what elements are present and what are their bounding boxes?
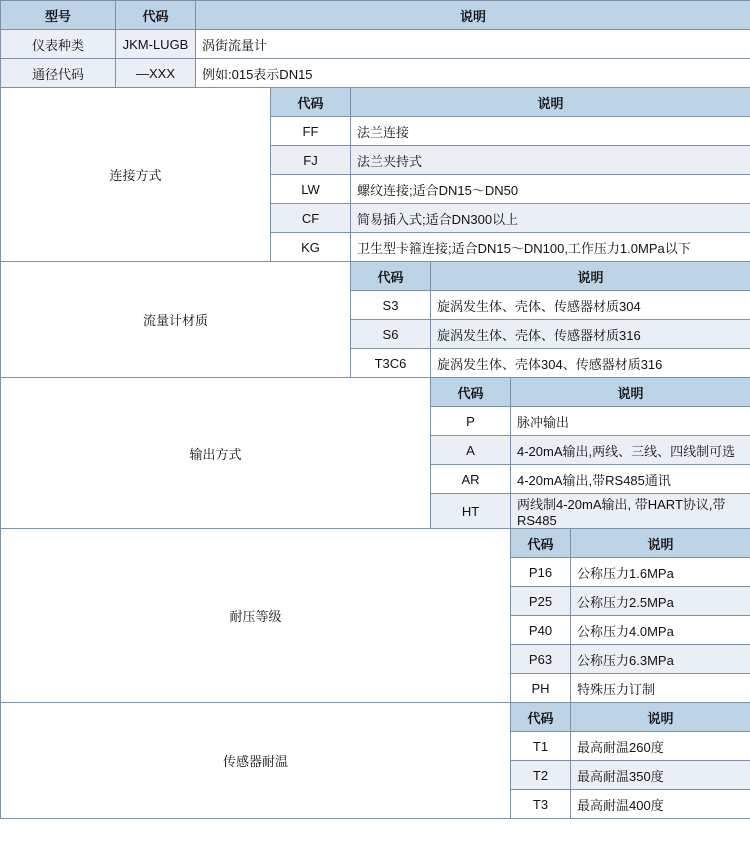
item-code: P40 [511, 616, 571, 645]
table-header-row [1, 1, 750, 30]
section-label-0: 连接方式 [1, 88, 271, 262]
item-desc: 4-20mA输出,带RS485通讯 [511, 465, 750, 494]
item-desc: 公称压力1.6MPa [571, 558, 750, 587]
row-label: 仪表种类 [1, 30, 116, 59]
row-code: —XXX [116, 59, 196, 88]
section-subheader-desc: 说明 [351, 88, 750, 117]
section-subheader-code: 代码 [271, 88, 351, 117]
item-code: T2 [511, 761, 571, 790]
section-subheader-code: 代码 [511, 529, 571, 558]
item-desc: 卫生型卡箍连接;适合DN15～DN100,工作压力1.0MPa以下 [351, 233, 750, 262]
item-desc: 脉冲输出 [511, 407, 750, 436]
item-code: HT [431, 494, 511, 529]
table-row [1, 59, 750, 88]
item-code: LW [271, 175, 351, 204]
item-code: KG [271, 233, 351, 262]
item-code: T3 [511, 790, 571, 819]
item-code: FF [271, 117, 351, 146]
section-label-3: 耐压等级 [1, 529, 511, 703]
header-code: 代码 [116, 1, 196, 30]
section-subheader-desc: 说明 [571, 703, 750, 732]
item-desc: 4-20mA输出,两线、三线、四线制可选 [511, 436, 750, 465]
item-desc: 法兰夹持式 [351, 146, 750, 175]
section-label-1: 流量计材质 [1, 262, 351, 378]
item-desc: 简易插入式;适合DN300以上 [351, 204, 750, 233]
row-code: JKM-LUGB [116, 30, 196, 59]
item-code: T3C6 [351, 349, 431, 378]
item-desc: 最高耐温400度 [571, 790, 750, 819]
item-desc: 特殊压力订制 [571, 674, 750, 703]
item-code: AR [431, 465, 511, 494]
section-subheader-desc: 说明 [511, 378, 750, 407]
item-desc: 螺纹连接;适合DN15～DN50 [351, 175, 750, 204]
item-code: P25 [511, 587, 571, 616]
section-subheader-row [1, 378, 750, 407]
item-desc: 公称压力6.3MPa [571, 645, 750, 674]
item-code: A [431, 436, 511, 465]
section-subheader-row [1, 262, 750, 291]
item-code: P16 [511, 558, 571, 587]
header-description: 说明 [196, 1, 750, 30]
table-row [1, 30, 750, 59]
item-desc: 公称压力2.5MPa [571, 587, 750, 616]
section-subheader-row [1, 529, 750, 558]
item-code: PH [511, 674, 571, 703]
item-code: FJ [271, 146, 351, 175]
item-desc: 旋涡发生体、壳体、传感器材质304 [431, 291, 750, 320]
section-subheader-desc: 说明 [571, 529, 750, 558]
row-label: 通径代码 [1, 59, 116, 88]
section-subheader-row [1, 703, 750, 732]
item-code: CF [271, 204, 351, 233]
row-desc: 涡街流量计 [196, 30, 750, 59]
item-desc: 公称压力4.0MPa [571, 616, 750, 645]
item-desc: 法兰连接 [351, 117, 750, 146]
section-subheader-code: 代码 [351, 262, 431, 291]
item-code: T1 [511, 732, 571, 761]
header-model: 型号 [1, 1, 116, 30]
item-code: S6 [351, 320, 431, 349]
row-desc: 例如:015表示DN15 [196, 59, 750, 88]
item-desc: 旋涡发生体、壳体、传感器材质316 [431, 320, 750, 349]
item-code: P63 [511, 645, 571, 674]
item-desc: 旋涡发生体、壳体304、传感器材质316 [431, 349, 750, 378]
section-subheader-desc: 说明 [431, 262, 750, 291]
item-code: P [431, 407, 511, 436]
item-desc: 两线制4-20mA输出, 带HART协议,带RS485 [511, 494, 750, 529]
item-desc: 最高耐温350度 [571, 761, 750, 790]
item-desc: 最高耐温260度 [571, 732, 750, 761]
section-subheader-row [1, 88, 750, 117]
section-label-2: 输出方式 [1, 378, 431, 529]
section-label-4: 传感器耐温 [1, 703, 511, 819]
item-code: S3 [351, 291, 431, 320]
section-subheader-code: 代码 [511, 703, 571, 732]
section-subheader-code: 代码 [431, 378, 511, 407]
